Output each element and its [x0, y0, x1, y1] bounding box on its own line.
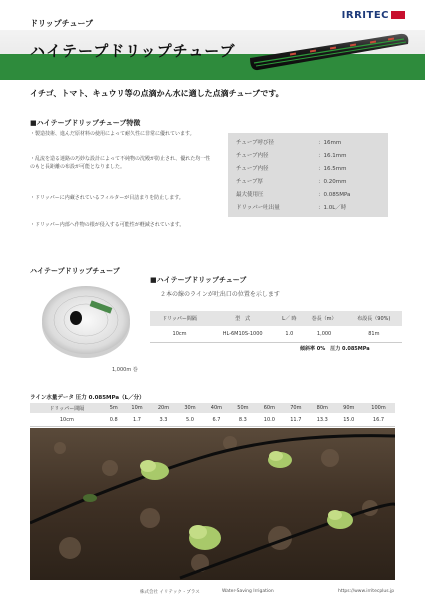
reel-caption: 1,000m 巻 — [112, 367, 138, 373]
table-cell: 11.7 — [283, 413, 309, 427]
table-header-cell: L／ 時 — [276, 311, 302, 326]
spec-value: ：16mm — [318, 140, 342, 146]
footer-url[interactable]: https://www.irritecplus.jp — [338, 589, 395, 594]
product-table-heading: ■ハイテープドリップチューブ — [150, 276, 247, 284]
flow-table — [30, 403, 395, 427]
page-title: ハイテープドリップチューブ — [30, 42, 236, 60]
spec-value: ：16.1mm — [318, 153, 347, 159]
logo-text: IRRITEC — [341, 10, 389, 21]
spec-value: ：1.0L／時 — [318, 205, 347, 211]
table-header-cell: ドリッパー間隔 — [30, 403, 104, 413]
feature-bullet: ・製造技術、進んだ原材料の使用によって耐久性に非常に優れています。 — [30, 131, 195, 137]
feature-bullet: ・ドリッパーに内蔵されているフィルターが目詰まりを防止します。 — [30, 195, 184, 201]
spec-box — [228, 133, 388, 217]
table-header-cell: 5m — [104, 403, 124, 413]
table-row — [150, 326, 402, 343]
table-header-cell: 30m — [177, 403, 203, 413]
field-photo — [30, 428, 395, 580]
table-cell: 10cm — [30, 413, 104, 427]
spec-row — [236, 151, 386, 159]
spec-row — [236, 190, 386, 198]
table-cell: 15.0 — [336, 413, 362, 427]
spec-value: ：0.085MPa — [318, 192, 351, 198]
feature-bullet: ・乱流を造る迷路の巧妙な設計によって不純物の沈殿が防止され、優れた均一性のもと長距離の布設が可能となりました。 — [30, 156, 211, 170]
spec-key: チューブ内径 — [236, 166, 269, 172]
table-header-cell: 80m — [309, 403, 335, 413]
table-cell: 10.0 — [256, 413, 282, 427]
spec-row — [236, 164, 386, 172]
product-table-footnote: 傾斜率 0% 圧力 0.085MPa — [300, 346, 370, 352]
table-cell: 10cm — [150, 326, 209, 343]
product-table — [150, 311, 402, 343]
table-header-cell: 90m — [336, 403, 362, 413]
table-header-cell: 50m — [230, 403, 256, 413]
spec-key: チューブ呼び径 — [236, 140, 275, 146]
table-header-row — [150, 311, 402, 326]
spec-row — [236, 177, 386, 185]
category-label: ドリップチューブ — [30, 19, 94, 28]
spec-row — [236, 138, 386, 146]
features-heading: ■ハイテープドリップチューブ特徴 — [30, 119, 141, 127]
table-header-cell: 70m — [283, 403, 309, 413]
footer-company: 株式会社 イリテック・プラス — [140, 590, 200, 595]
irritec-logo — [342, 10, 405, 21]
spec-key: チューブ厚 — [236, 179, 264, 185]
table-header-cell: 巻長（m） — [303, 311, 346, 326]
flow-table-title: ライン水量データ 圧力 0.085MPa（L／分） — [30, 395, 145, 401]
spec-row — [236, 203, 386, 211]
spec-value: ：0.20mm — [318, 179, 347, 185]
product-label: ハイテープドリップチューブ — [30, 267, 120, 275]
table-row — [30, 413, 395, 427]
spec-key: チューブ内径 — [236, 153, 269, 159]
logo-tab — [391, 11, 405, 19]
feature-bullet: ・ドリッパー内部へ作物の根が侵入する可能性が軽減されています。 — [30, 222, 185, 228]
table-cell: 1.0 — [276, 326, 302, 343]
table-header-cell: 布設長（90%) — [346, 311, 402, 326]
table-cell: 6.7 — [203, 413, 229, 427]
table-cell: 3.3 — [150, 413, 176, 427]
table-cell: 81m — [346, 326, 402, 343]
table-header-row — [30, 403, 395, 413]
spec-value: ：16.5mm — [318, 166, 347, 172]
table-header-cell: 100m — [362, 403, 395, 413]
table-cell: 16.7 — [362, 413, 395, 427]
table-header-cell: 20m — [150, 403, 176, 413]
tube-reel-image — [40, 280, 132, 360]
spec-key: 最大使用圧 — [236, 192, 264, 198]
table-cell: 5.0 — [177, 413, 203, 427]
table-header-cell: ドリッパー間隔 — [150, 311, 209, 326]
table-cell: 1.7 — [124, 413, 150, 427]
table-header-cell: 10m — [124, 403, 150, 413]
table-header-cell: 40m — [203, 403, 229, 413]
drip-tube-image — [250, 30, 410, 72]
product-table-note: ２本の線のラインが吐出口の位置を示します — [160, 291, 280, 298]
table-cell: 13.3 — [309, 413, 335, 427]
table-cell: 0.8 — [104, 413, 124, 427]
table-cell: 1,000 — [303, 326, 346, 343]
table-header-cell: 型 式 — [209, 311, 276, 326]
page-subtitle: イチゴ、トマト、キュウリ等の点滴かん水に適した点滴チューブです。 — [30, 89, 284, 98]
footer-tagline: Water-Saving Irrigation — [222, 589, 274, 594]
table-cell: 8.3 — [230, 413, 256, 427]
spec-key: ドリッパー吐出量 — [236, 205, 280, 211]
table-header-cell: 60m — [256, 403, 282, 413]
table-cell: HL-6M10S-1000 — [209, 326, 276, 343]
